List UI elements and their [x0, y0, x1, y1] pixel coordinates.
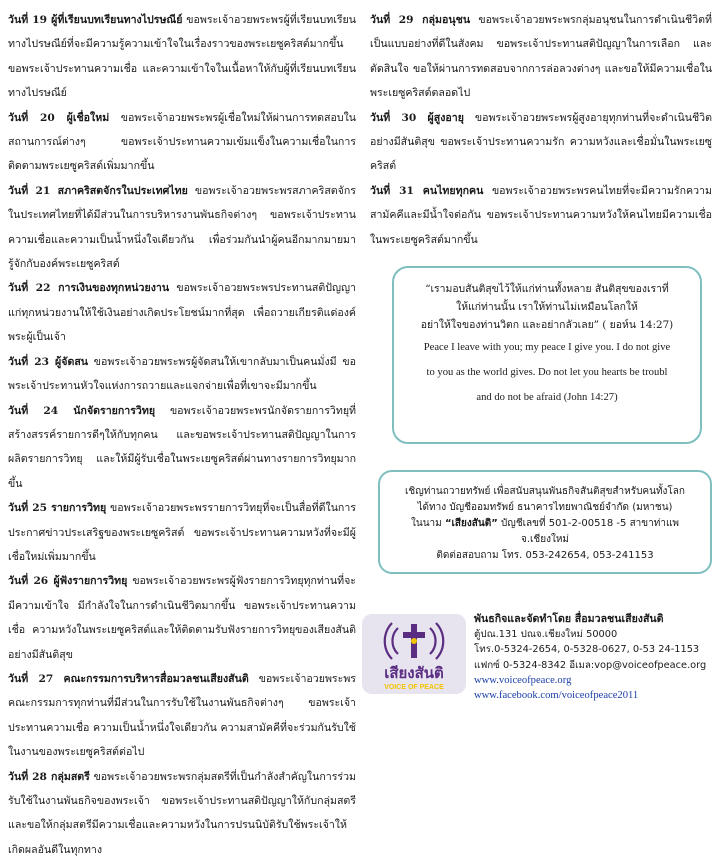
donation-line-3	[388, 516, 702, 548]
quote-english-line-3: and do not be afraid (John 14:27)	[476, 392, 618, 403]
prayer-day-heading: วันที่ 20 ผู้เชื่อใหม่	[8, 111, 110, 124]
dove-icon	[411, 638, 417, 644]
prayer-entry	[8, 179, 356, 277]
prayer-text: ขอพระเจ้าอวยพระพรผู้เชื่อใหม่ให้ผ่านการทดสอบในสถานการณ์ต่างๆ ขอพระเจ้าประทานความเข้มแข็งในความเชื่อในการติดตามพระเยซูคริสต์เพิ่มมากขึ้น	[8, 111, 356, 173]
prayer-text: ขอพระเจ้าอวยพระพรผู้สูงอายุทุกท่านที่จะดำเนินชีวิตอย่างมีสันติสุข ขอพระเจ้าประทานความรัก ความหวังและเชื่อมั่นในพระเยซูคริสต์	[370, 111, 712, 173]
prayer-entry	[370, 179, 712, 252]
prayer-entry	[8, 106, 356, 179]
prayer-day-heading: วันที่ 29 กลุ่มอนุชน	[370, 14, 471, 26]
prayer-day-heading: วันที่ 19 ผู้ที่เรียนบทเรียนทางไปรษณีย์	[8, 14, 183, 26]
facebook-link[interactable]: www.facebook.com/voiceofpeace2011	[474, 690, 639, 702]
po-box: ตู้ปณ.131 ปณจ.เชียงใหม่ 50000	[474, 629, 618, 641]
prayer-entry	[370, 8, 712, 106]
prayer-text: ขอพระเจ้าอวยพระพรนักจัดรายการวิทยุที่สร้างสรรค์รายการดีๆให้กับทุกคน และขอพระเจ้าประทานสติปัญญาในการผลิตรายการวิทยุ และให้มีผู้รับเชื่อในพระเยซูคริสต์ผ่านทางรายการวิทยุมากขึ้น	[8, 404, 357, 490]
prayer-entry	[8, 569, 356, 667]
prayer-day-heading: วันที่ 26 ผู้ฟังรายการวิทยุ	[8, 575, 128, 588]
prayer-day-heading: วันที่ 25 รายการวิทยุ	[8, 502, 107, 515]
contact-info	[474, 612, 714, 703]
prayer-day-heading: วันที่ 24 นักจัดรายการวิทยุ	[8, 404, 156, 417]
prayer-text: ขอพระเจ้าอวยพระพรผู้จัดสนให้เขากลับมาเป็นคนมั่งมี ขอพระเจ้าประทานหัวใจแห่งการถวายและแจกจ่ายเพื่อที่เขาจะมีมากขึ้น	[8, 355, 356, 393]
quote-thai-line-3: อย่าให้ใจของท่านวิตก และอย่ากลัวเลย” ( ยอห์น 14:27)	[420, 319, 674, 331]
prayer-text: ขอพระเจ้าอวยพระพรผู้ที่เรียนบทเรียนทางไปรษณีย์ที่จะมีความรู้ความเข้าใจในเรื่องราวของพระเยซูคริสต์มากขึ้น ขอพระเจ้าประทานความเชื่อ และความเข้าใจในเนื้อหาให้กับผู้ที่เรียนบทเรียนทางไปรษณีย์	[8, 14, 356, 100]
donation-account-name: “เสียงสันติ”	[444, 518, 498, 529]
quote-english-line-2: to you as the world gives. Do not let you hearts be troubl	[426, 367, 668, 378]
left-column	[8, 8, 356, 862]
right-column	[370, 8, 712, 252]
prayer-text: ขอพระเจ้าอวยพระพรรายการวิทยุที่จะเป็นสื่อที่ดีในการประกาศข่าวประเสริฐของพระเยซูคริสต์ ขอพระเจ้าประทานความหวังที่จะมีผู้เชื่อใหม่เพิ่มมากขึ้น	[8, 502, 356, 563]
donation-in-name-label: ในนาม	[410, 518, 445, 529]
logo-english-name: VOICE OF PEACE	[384, 684, 444, 691]
logo-thai-name: เสียงสันติ	[384, 664, 444, 682]
prayer-text: ขอพระเจ้าอวยพระพรคณะกรรมการทุกท่านที่มีส่วนในการรับใช้ในงานพันธกิจต่างๆ ขอพระเจ้าประทานความเชื่อ ความเป็นน้ำหนึ่งใจเดียวกัน ความสามัคคีที่จะร่วมกันรับใช้ในงานของพระเยซูคริสต์ต่อไป	[8, 672, 356, 759]
prayer-entry	[8, 765, 356, 862]
prayer-entry	[370, 106, 712, 179]
prayer-text: ขอพระเจ้าอวยพระพรประทานสติปัญญาแก่ทุกหน่วยงานให้ใช้เงินอย่างเกิดประโยชน์มากที่สุด เพื่อถวายเกียรติแด่องค์พระผู้เป็นเจ้า	[8, 282, 356, 344]
donation-line-1: เชิญท่านถวายทรัพย์ เพื่อสนับสนุนพันธกิจสันติสุขสำหรับคนทั้งโลก	[405, 486, 685, 497]
prayer-day-heading: วันที่ 31 คนไทยทุกคน	[370, 184, 484, 197]
publisher-title: พันธกิจและจัดทำโดย สื่อมวลชนเสียงสันติ	[474, 613, 664, 625]
prayer-entry	[8, 496, 356, 569]
prayer-entry	[8, 276, 356, 349]
prayer-entry	[8, 399, 356, 497]
donation-line-2: ได้ทาง บัญชีออมทรัพย์ ธนาคารไทยพาณิชย์จำกัด (มหาชน)	[417, 502, 673, 513]
prayer-text: ขอพระเจ้าอวยพระพรผู้ฟังรายการวิทยุทุกท่านที่จะมีความเข้าใจ มีกำลังใจในการดำเนินชีวิตมากขึ้น ขอพระเจ้าประทานความเชื่อ ความหวังในพระเยซูคริสต์และให้ติดตามรับฟังรายการวิทยุของเสียงสันติอย่างมีสันติสุข	[8, 575, 356, 661]
donation-box	[378, 470, 712, 574]
prayer-day-heading: วันที่ 28 กลุ่มสตรี	[8, 770, 90, 783]
quote-english-line-1: Peace I leave with you; my peace I give you. I do not give	[423, 342, 671, 353]
donation-account-number: บัญชีเลขที่ 501-2-00518 -5 สาขาท่าแพ จ.เชียงใหม่	[497, 518, 679, 545]
donation-line-4: ติดต่อสอบถาม โทร. 053-242654, 053-241153	[436, 550, 654, 561]
quote-thai-line-2: ให้แก่ท่านนั้น เราให้ท่านไม่เหมือนโลกให้	[456, 301, 638, 313]
prayer-day-heading: วันที่ 23 ผู้จัดสน	[8, 355, 89, 368]
scripture-quote-box	[392, 266, 702, 444]
prayer-text: ขอพระเจ้าอวยพระพรคนไทยที่จะมีความรักความสามัคคีและมีน้ำใจต่อกัน ขอพระเจ้าประทานความหวังให้คนไทยมีความเชื่อในพระเยซูคริสต์มากขึ้น	[370, 184, 712, 246]
prayer-day-heading: วันที่ 22 การเงินของทุกหน่วยงาน	[8, 282, 170, 295]
prayer-day-heading: วันที่ 21 สภาคริสตจักรในประเทศไทย	[8, 184, 188, 197]
prayer-text: ขอพระเจ้าอวยพระพรกลุ่มอนุชนในการดำเนินชีวิตที่เป็นแบบอย่างที่ดีในสังคม ขอพระเจ้าประทานสติปัญญาในการเลือก และตัดสินใจ ขอให้ผ่านการทดสอบจากการล่อลวงต่างๆ และขอให้มีความเชื่อในพระเยซูคริสต์ตลอดไป	[370, 14, 712, 100]
prayer-text: ขอพระเจ้าอวยพระพรสภาคริสตจักรในประเทศไทยที่ได้มีส่วนในการบริหารงานพันธกิจต่างๆ ขอพระเจ้าประทานความเชื่อและความเป็นน้ำหนึ่งใจเดียวกัน เพื่อร่วมกันนำผู้คนอีกมากมายมารู้จักกับองค์พระเยซูคริสต์	[8, 184, 356, 271]
phone-numbers: โทร.0-5324-2654, 0-5328-0627, 0-53 24-1153	[474, 644, 700, 656]
fax-email: แฟกซ์ 0-5324-8342 อีเมล:vop@voiceofpeace.org	[474, 659, 707, 671]
prayer-day-heading: วันที่ 27 คณะกรรมการบริหารสื่อมวลชนเสียงสันติ	[8, 672, 249, 685]
prayer-text: ขอพระเจ้าอวยพระพรกลุ่มสตรีที่เป็นกำลังสำคัญในการร่วมรับใช้ในงานพันธกิจของพระเจ้า ขอพระเจ้าประทานสติปัญญาให้กับกลุ่มสตรี และขอให้กลุ่มสตรีมีความเชื่อและความหวังในการปรนนิบัติรับใช้พระเจ้าให้เกิดผลอันดีในทุกทาง	[8, 770, 357, 856]
quote-thai-line-1: “เรามอบสันติสุขไว้ให้แก่ท่านทั้งหลาย สันติสุขของเราที่	[425, 283, 669, 295]
voice-of-peace-logo	[362, 614, 466, 694]
prayer-entry	[8, 667, 356, 765]
website-link[interactable]: www.voiceofpeace.org	[474, 674, 572, 686]
prayer-entry	[8, 8, 356, 106]
prayer-day-heading: วันที่ 30 ผู้สูงอายุ	[370, 111, 464, 124]
prayer-entry	[8, 350, 356, 399]
